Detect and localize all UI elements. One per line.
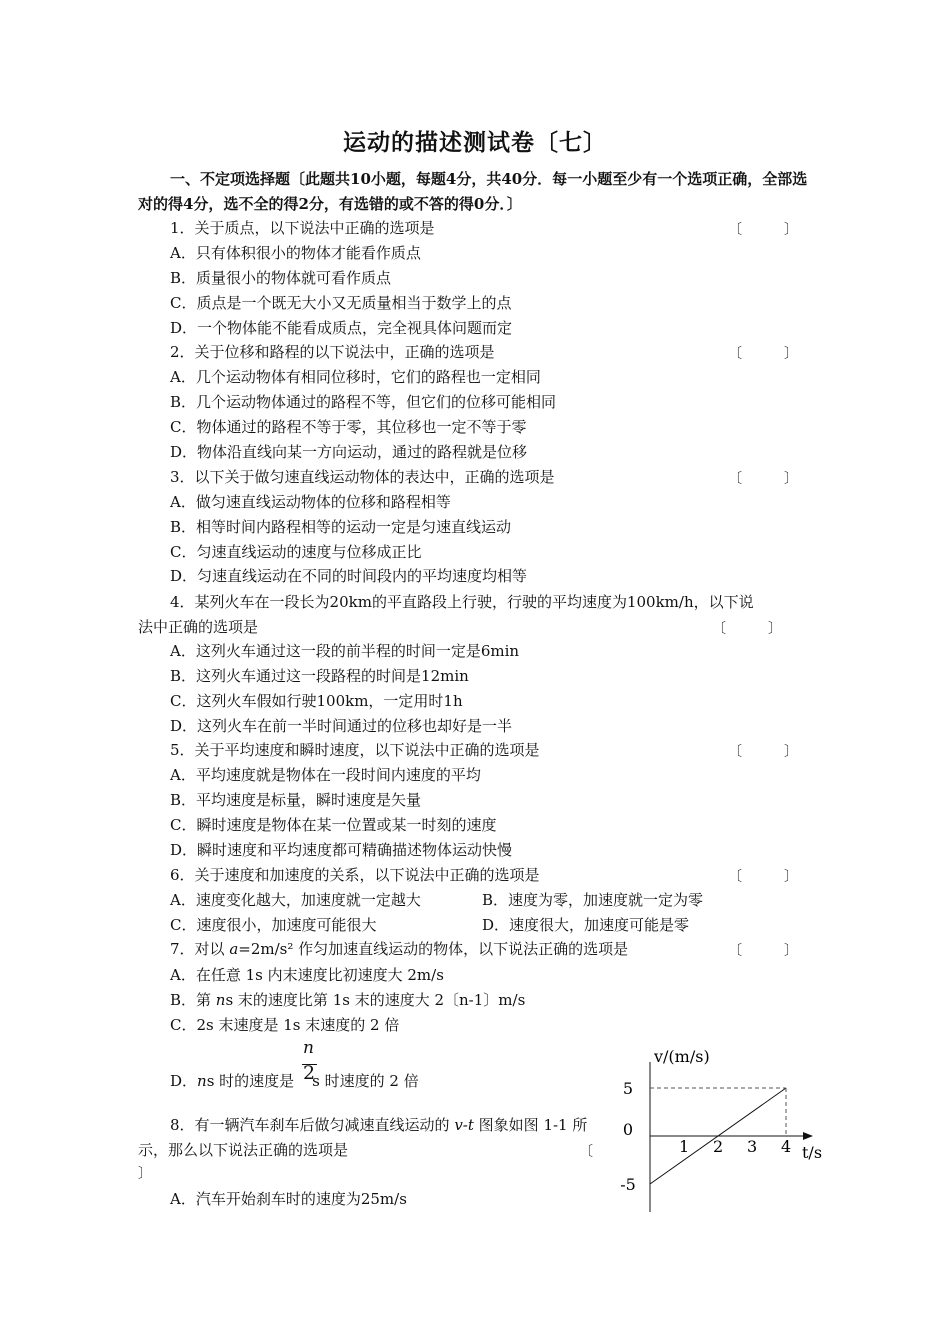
q3-option-a: A．做匀速直线运动物体的位移和路程相等 — [170, 493, 451, 511]
y-tick-label-0: 0 — [622, 1120, 634, 1139]
q3-option-d: D．匀速直线运动在不同的时间段内的平均速度均相等 — [170, 567, 528, 585]
q7-option-c: C．2s 末速度是 1s 末速度的 2 倍 — [170, 1016, 400, 1034]
q5-option-d: D．瞬时速度和平均速度都可精确描述物体运动快慢 — [170, 841, 513, 859]
q7-d-post: s 时速度的 2 倍 — [312, 1072, 419, 1090]
q7-d-pre: D． — [170, 1072, 198, 1090]
q3-stem: 3．以下关于做匀速直线运动物体的表达中，正确的选项是 — [170, 468, 555, 486]
q2-option-c: C．物体通过的路程不等于零，其位移也一定不等于零 — [170, 418, 527, 436]
q4-option-c: C．这列火车假如行驶100km，一定用时1h — [170, 692, 463, 710]
q3-answer-bracket: 〔 〕 — [728, 471, 798, 487]
q7-option-b — [170, 990, 525, 1010]
q8-stem-post: 图象如图 1-1 所 — [473, 1116, 588, 1134]
q5-answer-bracket: 〔 〕 — [728, 744, 798, 760]
q7-answer-bracket: 〔 〕 — [728, 943, 798, 959]
q7-b-var: n — [215, 991, 226, 1009]
q8-stem-line1 — [170, 1115, 587, 1135]
q8-stem-pre: 8．有一辆汽车刹车后做匀减速直线运动的 — [170, 1116, 455, 1134]
y-tick-label--5: -5 — [620, 1175, 636, 1194]
y-axis-label: v/(m/s) — [654, 1047, 710, 1066]
vt-chart — [620, 1040, 860, 1230]
q8-stem-var: v-t — [454, 1116, 474, 1134]
q1-option-a: A．只有体积很小的物体才能看作质点 — [170, 244, 421, 262]
q2-option-b: B．几个运动物体通过的路程不等，但它们的位移可能相同 — [170, 393, 557, 411]
q6-option-a: A．速度变化越大，加速度就一定越大 — [170, 891, 421, 909]
q5-option-c: C．瞬时速度是物体在某一位置或某一时刻的速度 — [170, 816, 497, 834]
q7-stem-post: =2m/s² 作匀加速直线运动的物体，以下说法正确的选项是 — [238, 940, 629, 958]
q7-b-post: s 末的速度比第 1s 末的速度大 2〔n-1〕m/s — [225, 991, 526, 1009]
q7-stem-var: a — [229, 940, 239, 958]
y-tick-label-5: 5 — [622, 1079, 634, 1098]
q1-answer-bracket: 〔 〕 — [728, 222, 798, 238]
q2-stem: 2．关于位移和路程的以下说法中，正确的选项是 — [170, 343, 495, 361]
x-tick-label-2: 2 — [713, 1137, 724, 1156]
q4-option-b: B．这列火车通过这一段路程的时间是12min — [170, 667, 469, 685]
q3-option-b: B．相等时间内路程相等的运动一定是匀速直线运动 — [170, 518, 512, 536]
q4-option-a: A．这列火车通过这一段的前半程的时间一定是6min — [170, 642, 520, 660]
section-heading: 一、不定项选择题〔此题共10小题，每题4分，共40分．每一小题至少有一个选项正确，全部选对的得4分，选不全的得2分，有选错的或不答的得0分．〕 — [138, 170, 808, 213]
q7-option-a: A．在任意 1s 内末速度比初速度大 2m/s — [170, 966, 444, 984]
x-tick-label-3: 3 — [747, 1137, 758, 1156]
page-title: 运动的描述测试卷〔七〕 — [343, 129, 607, 156]
q5-option-b: B．平均速度是标量，瞬时速度是矢量 — [170, 791, 422, 809]
q7-fraction-numerator: n — [303, 1038, 314, 1058]
q7-stem-pre: 7．对以 — [170, 940, 230, 958]
q6-option-d: D．速度很大，加速度可能是零 — [482, 916, 690, 934]
q6-answer-bracket: 〔 〕 — [728, 869, 798, 885]
q6-option-c: C．速度很小，加速度可能很大 — [170, 916, 377, 934]
q7-option-d — [170, 1071, 419, 1091]
q5-option-a: A．平均速度就是物体在一段时间内速度的平均 — [170, 766, 481, 784]
x-axis-label: t/s — [802, 1143, 823, 1162]
q7-d-mid: s 时的速度是 — [206, 1072, 295, 1090]
q1-option-c: C．质点是一个既无大小又无质量相当于数学上的点 — [170, 294, 512, 312]
q4-option-d: D．这列火车在前一半时间通过的位移也却好是一半 — [170, 717, 513, 735]
x-tick-label-4: 4 — [781, 1137, 792, 1156]
q8-bracket-open: 〔 — [579, 1144, 593, 1160]
q4-stem-line1: 4．某列火车在一段长为20km的平直路段上行驶，行驶的平均速度为100km/h，以下说 — [170, 593, 754, 611]
q5-stem: 5．关于平均速度和瞬时速度，以下说法中正确的选项是 — [170, 741, 540, 759]
q2-option-d: D．物体沿直线向某一方向运动，通过的路程就是位移 — [170, 443, 528, 461]
q8-stem-line2: 示，那么以下说法正确的选项是 — [138, 1141, 349, 1159]
q2-answer-bracket: 〔 〕 — [728, 346, 798, 362]
q2-option-a: A．几个运动物体有相同位移时，它们的路程也一定相同 — [170, 368, 541, 386]
q7-b-pre: B．第 — [170, 991, 216, 1009]
q1-option-b: B．质量很小的物体就可看作质点 — [170, 269, 392, 287]
q4-stem-line2: 法中正确的选项是 — [138, 618, 259, 636]
q7-fraction-denominator: 2 — [303, 1062, 316, 1084]
q3-option-c: C．匀速直线运动的速度与位移成正比 — [170, 543, 422, 561]
q1-option-d: D．一个物体能不能看成质点，完全视具体问题而定 — [170, 319, 513, 337]
x-tick-label-1: 1 — [679, 1137, 690, 1156]
q8-option-a: A．汽车开始刹车时的速度为25m/s — [170, 1190, 407, 1208]
q7-d-var: n — [197, 1072, 207, 1090]
q8-bracket-close: 〕 — [138, 1166, 152, 1182]
q6-stem: 6．关于速度和加速度的关系，以下说法中正确的选项是 — [170, 866, 540, 884]
q7-stem — [170, 939, 628, 959]
q4-answer-bracket: 〔 〕 — [712, 621, 782, 637]
q1-stem: 1．关于质点，以下说法中正确的选项是 — [170, 219, 435, 237]
q6-option-b: B．速度为零，加速度就一定为零 — [482, 891, 704, 909]
